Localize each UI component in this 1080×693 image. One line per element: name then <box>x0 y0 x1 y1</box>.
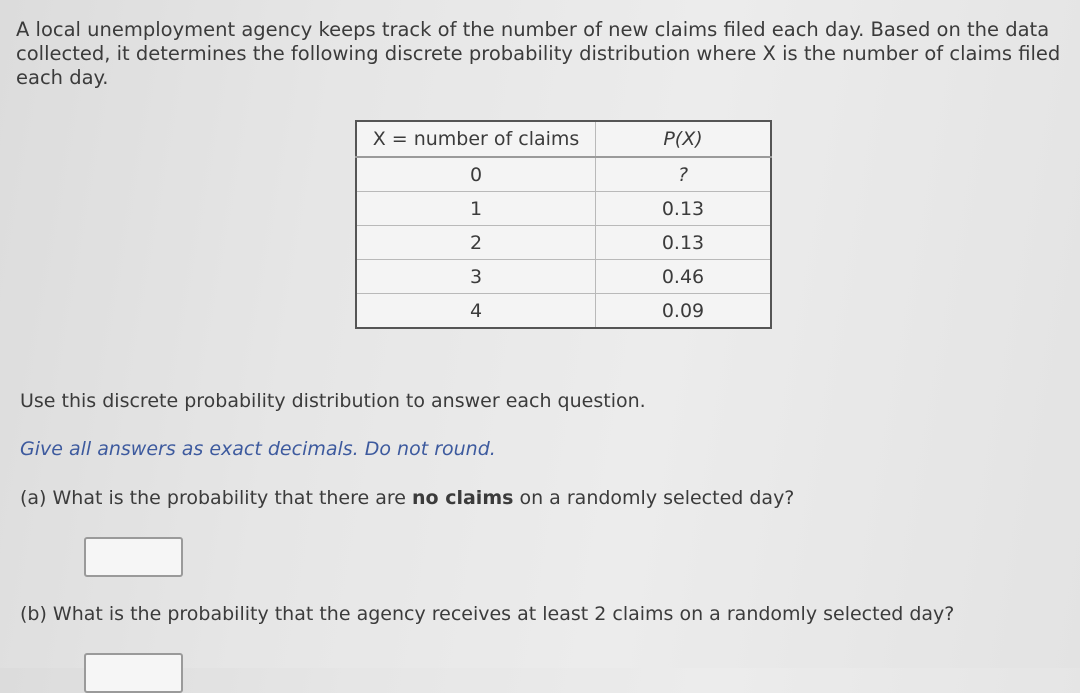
answer-a-input[interactable] <box>84 537 183 577</box>
answer-b-input[interactable] <box>84 653 183 693</box>
cell-p: 0.13 <box>596 192 772 226</box>
cell-x: 3 <box>356 260 596 294</box>
cell-x: 0 <box>356 157 596 192</box>
question-b: (b) What is the probability that the agency receives at least 2 claims on a randomly selected day? <box>20 603 955 625</box>
cell-x: 4 <box>356 294 596 329</box>
cell-p: 0.46 <box>596 260 772 294</box>
table-header-row <box>356 121 771 157</box>
cell-p: 0.13 <box>596 226 772 260</box>
probability-distribution-table <box>355 120 772 329</box>
cell-p: 0.09 <box>596 294 772 329</box>
table-row <box>356 226 771 260</box>
cell-x: 2 <box>356 226 596 260</box>
question-a-prefix: (a) What is the probability that there are <box>20 487 413 509</box>
table-row <box>356 157 771 192</box>
table-row <box>356 260 771 294</box>
problem-intro: A local unemployment agency keeps track of the number of new claims filed each day. Based on the data collected, it determines the following discrete probability distribution where X is the number of claims filed each day. <box>16 18 1061 89</box>
question-a-bold: no claims <box>412 487 514 509</box>
cell-x: 1 <box>356 192 596 226</box>
question-a-suffix: on a randomly selected day? <box>513 487 795 509</box>
question-a <box>20 487 794 509</box>
header-px: P(X) <box>596 121 772 157</box>
table-row <box>356 294 771 329</box>
header-x: X = number of claims <box>356 121 596 157</box>
cell-p: ? <box>596 157 772 192</box>
answer-instructions: Give all answers as exact decimals. Do not round. <box>20 438 496 460</box>
use-distribution-text: Use this discrete probability distribution to answer each question. <box>20 390 646 412</box>
table-row <box>356 192 771 226</box>
